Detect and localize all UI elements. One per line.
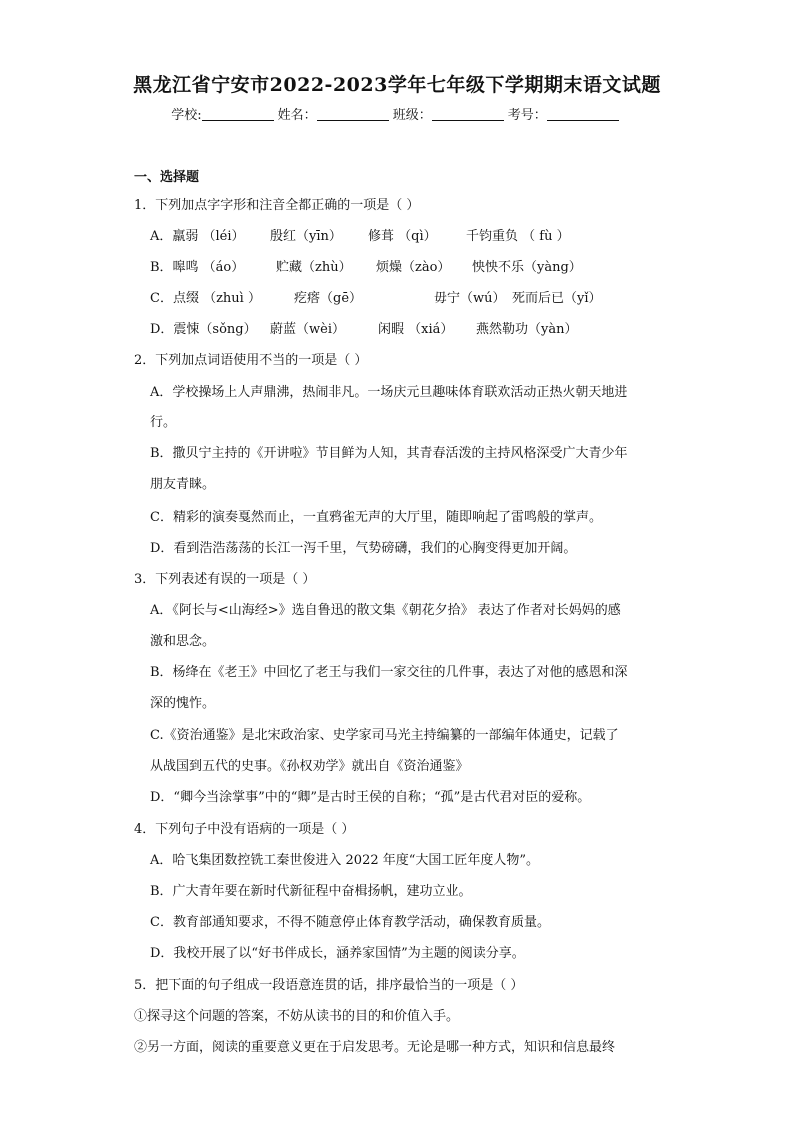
question-3-option-c: C.《资治通鉴》是北宋政治家、史学家司马光主持编纂的一部编年体通史，记载了: [150, 728, 619, 743]
option-item: B．嗥鸣 （áo）: [150, 260, 245, 275]
class-label: 班级：: [392, 108, 432, 123]
name-label: 姓名：: [277, 108, 317, 123]
question-4-option-d: D．我校开展了以“好书伴成长，涵养家国情”为主题的阅读分享。: [150, 946, 525, 961]
option-item: 贮藏（zhù）: [276, 260, 352, 275]
question-3-option-d: D．“卿今当涂掌事”中的“卿”是古时王侯的自称；“孤”是古代君对臣的爱称。: [150, 790, 591, 805]
option-item: 疙瘩（gē）: [294, 291, 363, 306]
question-4-option-b: B．广大青年要在新时代新征程中奋楫扬帆，建功立业。: [150, 884, 472, 899]
number-label: 考号：: [507, 108, 547, 123]
question-2-option-c: C．精彩的演奏戛然而止，一直鸦雀无声的大厅里，随即响起了雷鸣般的掌声。: [150, 510, 602, 525]
question-3-option-a-cont: 激和思念。: [150, 634, 216, 649]
question-3-option-a: A．《阿长与<山海经>》选自鲁迅的散文集《朝花夕拾》 表达了作者对长妈妈的感: [150, 603, 621, 618]
option-item: 毋宁（wú）: [434, 291, 506, 306]
option-item: 蔚蓝（wèi）: [270, 322, 345, 337]
option-item: D．震悚（sǒng）: [150, 322, 257, 337]
question-2-option-d: D．看到浩浩荡荡的长江一泻千里，气势磅礴，我们的心胸变得更加开阔。: [150, 541, 577, 556]
option-item: 闲暇 （xiá）: [378, 322, 454, 337]
student-info-row: [0, 104, 794, 123]
option-item: 殷红（yīn）: [270, 229, 342, 244]
option-item: A．羸弱 （léi）: [150, 229, 245, 244]
page-title: 黑龙江省宁安市2022-2023学年七年级下学期期末语文试题: [133, 74, 661, 96]
school-label: 学校:: [171, 108, 202, 123]
question-4-option-c: C．教育部通知要求，不得不随意停止体育教学活动，确保教育质量。: [150, 915, 550, 930]
question-3-option-b-cont: 深的愧怍。: [150, 696, 216, 711]
question-3-option-b: B．杨绛在《老王》中回忆了老王与我们一家交往的几件事，表达了对他的感恩和深: [150, 665, 628, 680]
question-4-stem: 4．下列句子中没有语病的一项是（ ）: [134, 822, 355, 837]
number-blank[interactable]: [547, 108, 619, 121]
school-blank[interactable]: [202, 108, 274, 121]
question-3-stem: 3．下列表述有误的一项是（ ）: [134, 572, 316, 587]
option-item: 修葺 （qì）: [368, 229, 437, 244]
option-item: 死而后已（yǐ）: [512, 291, 602, 306]
question-5-sentence-2: ②另一方面，阅读的重要意义更在于启发思考。无论是哪一种方式，知识和信息最终: [134, 1040, 616, 1055]
question-2-option-a-cont: 行。: [150, 415, 177, 430]
question-5-stem: 5．把下面的句子组成一段语意连贯的话，排序最恰当的一项是（ ）: [134, 978, 524, 993]
option-item: 烦燥（zào）: [376, 260, 451, 275]
question-2-option-b-cont: 朋友青睐。: [150, 477, 216, 492]
question-4-option-a: A．哈飞集团数控铣工秦世俊进入 2022 年度“大国工匠年度人物”。: [150, 853, 540, 868]
option-item: 千钧重负 （ fù ）: [466, 229, 570, 244]
question-5-sentence-1: ①探寻这个问题的答案，不妨从读书的目的和价值入手。: [134, 1009, 460, 1024]
question-2-option-a: A．学校操场上人声鼎沸，热闹非凡。一场庆元旦趣味体育联欢活动正热火朝天地进: [150, 385, 628, 400]
question-1-stem: 1．下列加点字字形和注音全都正确的一项是（ ）: [134, 198, 420, 213]
option-item: 燕然勒功（yàn）: [476, 322, 578, 337]
name-blank[interactable]: [317, 108, 389, 121]
class-blank[interactable]: [432, 108, 504, 121]
option-item: C．点缀 （zhuì ）: [150, 291, 261, 306]
option-item: 怏怏不乐（yàng）: [472, 260, 582, 275]
section-title: 一、选择题: [134, 170, 200, 185]
question-2-option-b: B．撒贝宁主持的《开讲啦》节目鲜为人知，其青春活泼的主持风格深受广大青少年: [150, 446, 628, 461]
question-3-option-c-cont: 从战国到五代的史事。《孙权劝学》就出自《资治通鉴》: [150, 759, 469, 774]
question-2-stem: 2．下列加点词语使用不当的一项是（ ）: [134, 353, 368, 368]
